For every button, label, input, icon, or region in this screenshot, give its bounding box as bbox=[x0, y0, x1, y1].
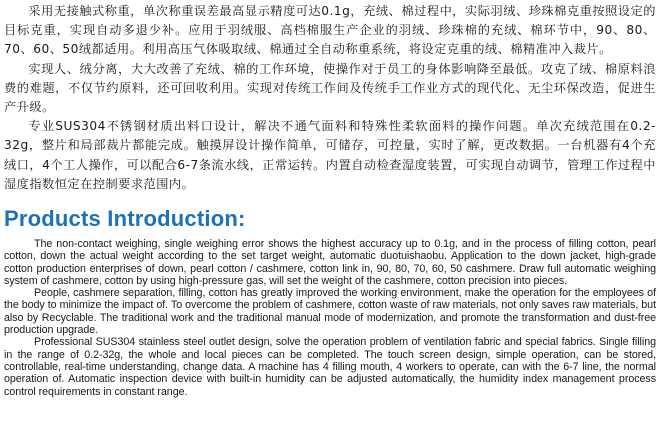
english-paragraph-2: People, cashmere separation, filling, cotton has greatly improved the working environment, make the operation for the employees of the body to minimize the impact of. To overcome the problem of cashmere, cotton waste of raw materials, not only saves raw materials, but also by Recyclable. The traditional work and the traditional manual mode of modernization, and promote the transformation and dust-free production upgrade. bbox=[4, 287, 656, 337]
english-paragraph-3: Professional SUS304 stainless steel outlet design, solve the operation problem of ventilation fabric and special fabrics. Single filling in the range of 0.2-32g, the whole and local pieces can be completed. The touch screen design, simple operation, can be stored, controllable, real-time understanding, change data. A machine has 4 filling mouth, 4 workers to operate, can with the 6-7 line, the normal operation of. Automatic inspection device with built-in humidity can be adjusted automatically, the humidity index management process control requirements in constant range. bbox=[4, 336, 656, 398]
english-paragraph-1: The non-contact weighing, single weighing error shows the highest accuracy up to 0.1g, and in the process of filling cotton, pearl cotton, down the actual weight according to the set target weight, automatic duotuishaobu. Application to the down jacket, high-grade cotton production enterprises of down, pearl cotton / cashmere, cotton link in, 90, 80, 70, 60, 50 cashmere. Draw full automatic weighing system of cashmere, cotton by using high-pressure gas, will set the weight of the cashmere, cotton precision into pieces. bbox=[4, 238, 656, 287]
chinese-paragraph-2: 实现人、绒分离，大大改善了充绒、棉的工作环境，使操作对于员工的身体影响降至最低。攻克了绒、棉原料浪费的难题，不仅节约原料，还可回收利用。实现对传统工作间及传统手工作业方式的现代化、无尘环保改造，促进生产升级。 bbox=[4, 61, 656, 115]
chinese-paragraph-1: 采用无接触式称重，单次称重误差最高显示精度可达0.1g，充绒、棉过程中，实际羽绒、珍珠棉克重按照设定的目标克重，实现自动多退少补。应用于羽绒服、高档棉服生产企业的羽绒、珍珠棉的充绒、棉环节中，90、80、70、60、50绒都适用。利用高压气体吸取绒、棉通过全自动称重系统，将设定克重的绒、棉精准冲入裁片。 bbox=[4, 4, 656, 57]
products-introduction-heading: Products Introduction: bbox=[4, 206, 246, 231]
chinese-paragraph-3: 专业SUS304不锈钢材质出料口设计，解决不通气面料和特殊性柔软面料的操作问题。单次充绒范围在0.2-32g，整片和局部裁片都能完成。触摸屏设计操作简单，可储存，可控量，实时了解，更改数据。一台机器有4个充绒口，4个工人操作，可以配合6-7条流水线，正常运转。内置自动检查湿度装置，可实现自动调节，管理工作过程中湿度指数恒定在控制要求范围内。 bbox=[4, 119, 656, 191]
english-description bbox=[4, 238, 656, 398]
chinese-description bbox=[4, 2, 656, 194]
